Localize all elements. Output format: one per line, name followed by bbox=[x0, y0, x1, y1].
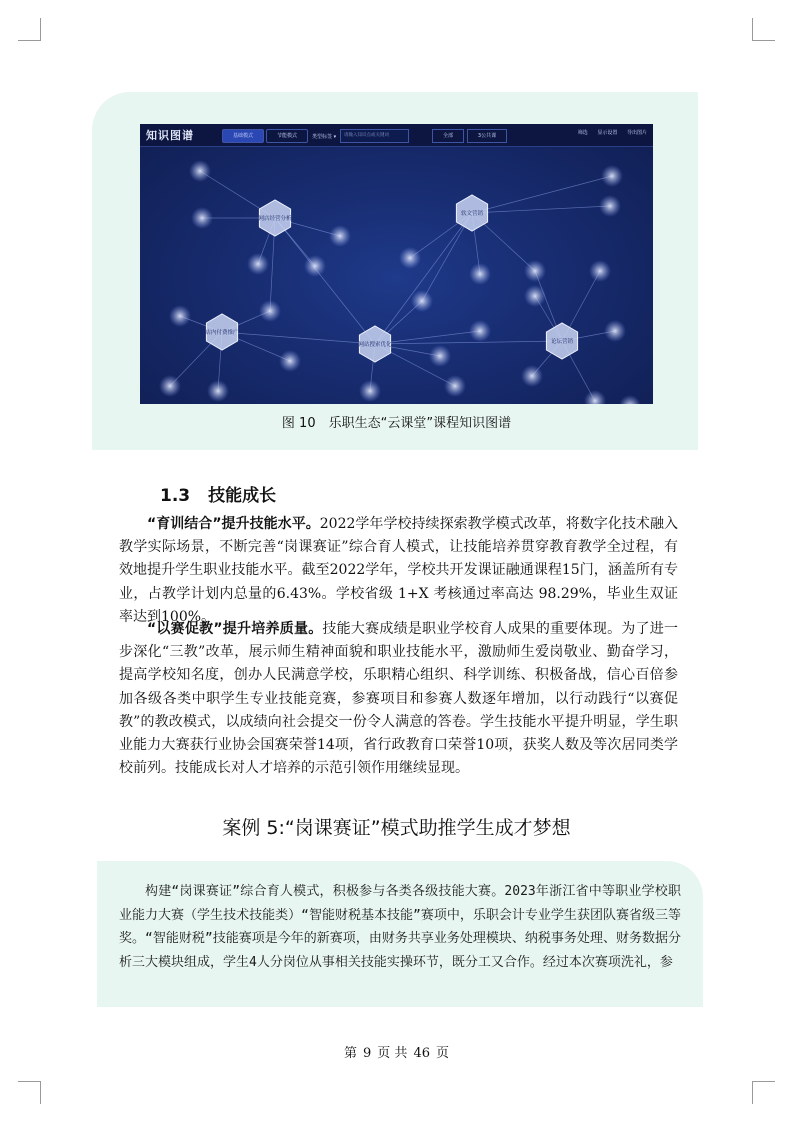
kg-hub-label: 论坛营销 bbox=[550, 339, 574, 345]
case-text: 构建“岗课赛证”综合育人模式，积极参与各类各级技能大赛。2023年浙江省中等职业学校职业能力大赛（学生技术技能类）“智能财税基本技能”赛项中，乐职会计专业学生获团队赛省级三等奖。“智能财税”技能赛项是今年的新赛项，由财务共享业务处理模块、纳税事务处理、财务数据分析三大模块组成，学生4人分岗位从事相关技能实操环节，既分工又合作。经过本次赛项洗礼，参 bbox=[119, 884, 681, 970]
page-footer bbox=[0, 1042, 793, 1061]
kg-topic-node bbox=[159, 375, 181, 397]
footer-suffix: 页 bbox=[435, 1046, 449, 1061]
kg-export-action: 导出图片 bbox=[626, 130, 647, 136]
footer-total-pages: 46 bbox=[413, 1046, 430, 1061]
kg-toolbar bbox=[140, 124, 653, 147]
footer-page-number: 9 bbox=[363, 1046, 372, 1061]
kg-topic-node bbox=[524, 260, 546, 282]
kg-topic-node bbox=[429, 345, 451, 367]
kg-toolbar-actions bbox=[570, 129, 647, 136]
kg-edge bbox=[472, 206, 610, 213]
knowledge-graph-screenshot bbox=[140, 124, 653, 404]
footer-prefix: 第 bbox=[344, 1046, 358, 1061]
crop-mark-top-right bbox=[752, 18, 775, 41]
paragraph-lead: “以赛促教”提升培养质量。 bbox=[147, 621, 323, 637]
kg-topic-node bbox=[279, 350, 301, 372]
kg-topic-node bbox=[411, 290, 433, 312]
kg-graph-canvas bbox=[140, 146, 653, 404]
kg-topic-node bbox=[189, 160, 211, 182]
kg-tab-energy: 节能模式 bbox=[266, 129, 308, 143]
kg-hub-label: 网店经营分析 bbox=[258, 216, 292, 222]
kg-topic-node bbox=[169, 305, 191, 327]
paragraph-body: 技能大赛成绩是职业学校育人成果的重要体现。为了进一步深化“三教”改革，展示师生精神面貌和职业技能水平，激励师生爱岗敬业、勤奋学习，提高学校知名度，创办人民满意学校，乐职精心组织、科学训练、积极备战，信心百倍参加各级各类中职学生专业技能竞赛，参赛项目和参赛人数逐年增加，以行动践行“以赛促教”的教改模式，以成绩向社会提交一份令人满意的答卷。学生技能水平提升明显，学生职业能力大赛获行业协会国赛荣誉14项，省行政教育口荣誉10项，获奖人数及等次居同类学校前列。技能成长对人才培养的示范引领作用继续显现。 bbox=[119, 621, 678, 777]
kg-topic-node bbox=[259, 300, 281, 322]
kg-hub-label: 网站搜索优化 bbox=[358, 342, 392, 348]
kg-filter-action: 筛选 bbox=[577, 130, 588, 136]
kg-topic-node bbox=[207, 380, 229, 402]
crop-mark-bottom-right bbox=[752, 1081, 775, 1104]
kg-topic-node bbox=[469, 320, 491, 342]
paragraph-body: 2022学年学校持续探索教学模式改革，将数字化技术融入教学实际场景，不断完善“岗课赛证”综合育人模式，让技能培养贯穿教育教学全过程，有效地提升学生职业技能水平。截至2022学年，学校共开发课证融通课程15门，涵盖所有专业，占教学计划内总量的6.43%。学校省级 1+X 考核通过率高达 98.29%，毕业生双证率达到100%。 bbox=[119, 516, 678, 625]
section-number: 1.3 bbox=[160, 486, 191, 506]
kg-topic-node bbox=[524, 285, 546, 307]
kg-search-input: 请输入知识点或关键词 bbox=[340, 129, 409, 143]
kg-hub-label: 店内付费推广 bbox=[205, 330, 239, 336]
kg-topic-node bbox=[247, 253, 269, 275]
kg-edge bbox=[275, 218, 375, 344]
kg-topic-node bbox=[584, 390, 606, 404]
kg-topic-node bbox=[191, 207, 213, 229]
kg-topic-node bbox=[444, 375, 466, 397]
kg-edge bbox=[222, 332, 375, 344]
kg-filter-label: 类型标签 ▾ bbox=[312, 134, 337, 140]
kg-display-action: 显示设置 bbox=[597, 130, 618, 136]
kg-select-all: 全部 bbox=[432, 129, 464, 143]
section-heading bbox=[160, 481, 276, 506]
kg-logo: 知识图谱 bbox=[146, 129, 194, 142]
section-title: 技能成长 bbox=[208, 486, 277, 506]
kg-topic-node bbox=[601, 165, 623, 187]
paragraph-lead: “育训结合”提升技能水平。 bbox=[147, 516, 320, 532]
figure-caption: 图 10 乐职生态“云课堂”课程知识图谱 bbox=[281, 416, 512, 431]
crop-mark-bottom-left bbox=[18, 1081, 41, 1104]
kg-edge bbox=[472, 176, 612, 213]
kg-topic-node bbox=[521, 365, 543, 387]
kg-topic-node bbox=[329, 225, 351, 247]
kg-topic-node bbox=[399, 247, 421, 269]
kg-topic-node bbox=[589, 260, 611, 282]
paragraph-competition bbox=[119, 618, 678, 780]
kg-topic-node bbox=[304, 255, 326, 277]
kg-topic-node bbox=[599, 195, 621, 217]
kg-edge bbox=[375, 341, 562, 344]
kg-topic-node bbox=[359, 380, 381, 402]
kg-tab-basic: 基础模式 bbox=[222, 129, 264, 143]
kg-hub-label: 软文营销 bbox=[460, 211, 484, 217]
kg-edge bbox=[375, 213, 472, 344]
case-title: 案例 5:“岗课赛证”模式助推学生成才梦想 bbox=[222, 817, 571, 839]
paragraph-training bbox=[119, 513, 678, 629]
kg-select-course: 3公共课 bbox=[467, 129, 507, 143]
kg-topic-node bbox=[619, 395, 641, 404]
kg-topic-node bbox=[604, 320, 626, 342]
kg-topic-node bbox=[469, 263, 491, 285]
footer-middle: 页 共 bbox=[377, 1046, 408, 1061]
crop-mark-top-left bbox=[18, 18, 41, 41]
